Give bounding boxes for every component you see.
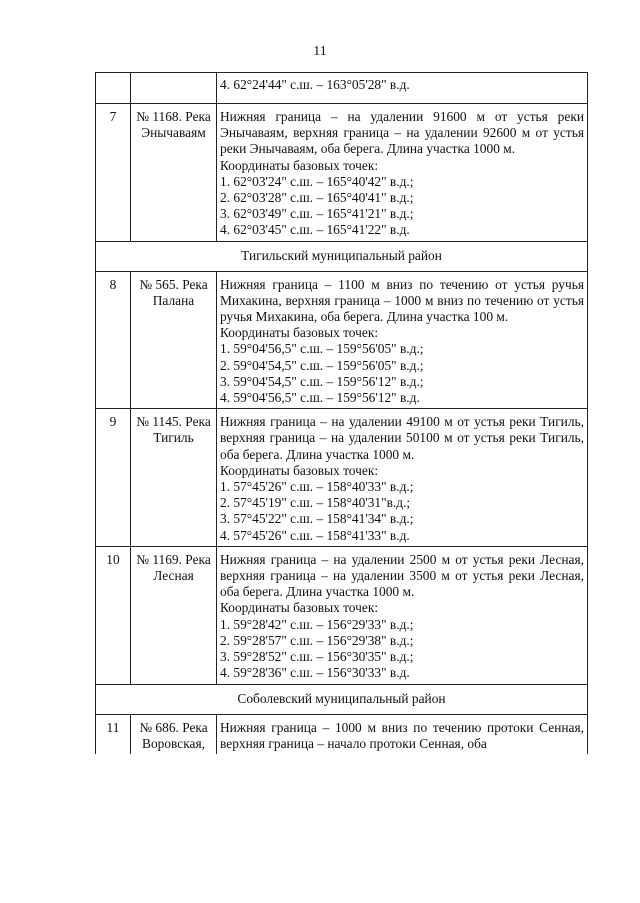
coord-point: 2. 59°28'57" с.ш. – 156°29'38" в.д.; [220,632,414,648]
table-row [96,271,588,409]
boundary-text: Нижняя граница – 1100 м вниз по течению от устья ручья Михакина, верхняя граница – 1000 м вниз по течению от устья ручья Михакина, оба берега. Длина участка 100 м. [220,276,584,325]
coord-point: 4. 57°45'26" с.ш. – 158°41'33" в.д. [220,527,410,543]
boundary-text: Нижняя граница – на удалении 2500 м от устья реки Лесная, верхняя граница – на удалении 3500 м от устья реки Лесная, оба берега. Длина участка 1000 м. [220,551,584,600]
section-description [217,104,588,242]
coord-point: 2. 57°45'19" с.ш. – 158°40'31"в.д.; [220,495,411,511]
section-description [217,409,588,547]
coord-point: 1. 57°45'26" с.ш. – 158°40'33" в.д.; [220,479,414,495]
continuation-row [96,73,588,104]
coord-point: 2. 59°04'54,5" с.ш. – 159°56'05" в.д.; [220,357,424,373]
coord-point: 1. 59°04'56,5" с.ш. – 159°56'05" в.д.; [220,341,424,357]
river-name: № 1168. Река Энычаваям [131,104,217,242]
coord-point: 1. 62°03'24" с.ш. – 165°40'42" в.д.; [220,173,414,189]
table-row [96,546,588,684]
coords-label: Координаты базовых точек: [220,462,379,478]
section-description [217,714,588,754]
coord-point: 2. 62°03'28" с.ш. – 165°40'41" в.д.; [220,190,414,206]
row-number: 8 [96,271,131,409]
table-row [96,409,588,547]
coords-label: Координаты базовых точек: [220,325,379,341]
coord-point: 1. 59°28'42" с.ш. – 156°29'33" в.д.; [220,616,414,632]
section-title: Тигильский муниципальный район [96,241,588,271]
row-number: 7 [96,104,131,242]
coord-cell: 4. 62°24'44" с.ш. – 163°05'28" в.д. [217,73,588,104]
section-description [217,546,588,684]
row-number: 9 [96,409,131,547]
section-title: Соболевский муниципальный район [96,684,588,714]
section-header-row [96,241,588,271]
coord-point: 4. 59°28'36" с.ш. – 156°30'33" в.д. [220,665,410,681]
table-row [96,104,588,242]
section-description [217,271,588,409]
row-number: 11 [96,714,131,754]
river-name: № 565. Река Палана [131,271,217,409]
num-cell [96,73,131,104]
coord-point: 3. 59°28'52" с.ш. – 156°30'35" в.д.; [220,649,414,665]
river-name: № 686. Река Воровская, [131,714,217,754]
river-sections-table [95,72,588,754]
row-number: 10 [96,546,131,684]
name-cell [131,73,217,104]
boundary-text: Нижняя граница – на удалении 91600 м от устья реки Энычаваям, верхняя граница – на удалении 92600 м от устья реки Энычаваям, оба берега. Длина участка 1000 м. [220,109,584,157]
coords-label: Координаты базовых точек: [220,600,379,616]
table-row [96,714,588,754]
river-name: № 1145. Река Тигиль [131,409,217,547]
boundary-text: Нижняя граница – на удалении 49100 м от устья реки Тигиль, верхняя граница – на удалении 50100 м от устья реки Тигиль, оба берега. Длина участка 1000 м. [220,414,584,462]
coord-point: 4. 62°03'45" с.ш. – 165°41'22" в.д. [220,222,410,238]
boundary-text: Нижняя граница – 1000 м вниз по течению протоки Сенная, верхняя граница – начало протоки Сенная, оба [220,719,584,751]
coord-point: 3. 62°03'49" с.ш. – 165°41'21" в.д.; [220,206,414,222]
coords-label: Координаты базовых точек: [220,157,379,173]
river-name: № 1169. Река Лесная [131,546,217,684]
coord-point: 3. 59°04'54,5" с.ш. – 159°56'12" в.д.; [220,373,424,389]
coord-point: 3. 57°45'22" с.ш. – 158°41'34" в.д.; [220,511,414,527]
page-number: 11 [313,44,327,59]
coord-point: 4. 59°04'56,5" с.ш. – 159°56'12" в.д. [220,390,420,406]
section-header-row [96,684,588,714]
